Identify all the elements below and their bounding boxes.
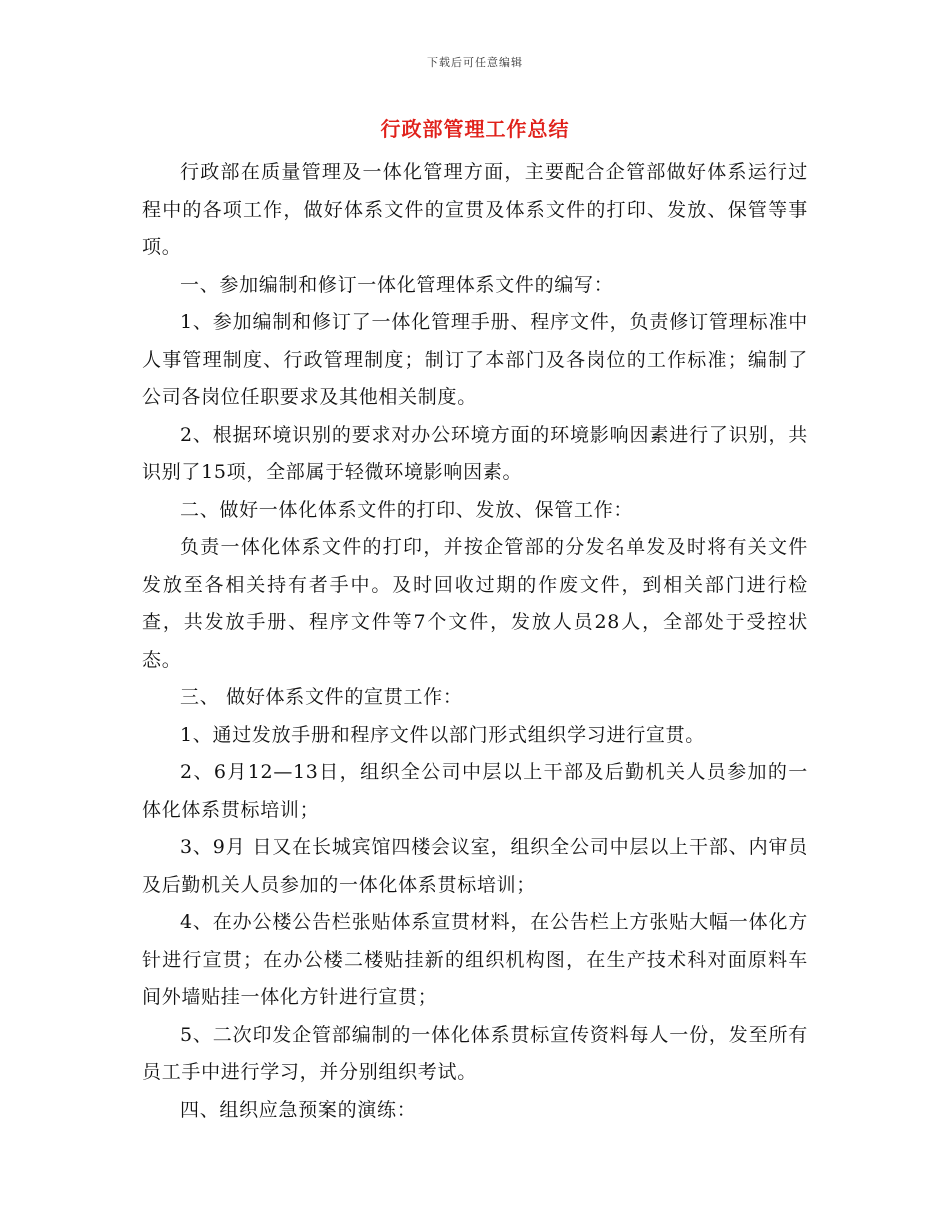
- section-heading-3: 三、 做好体系文件的宣贯工作：: [180, 686, 463, 708]
- paragraph-1-1: 1、参加编制和修订了一体化管理手册、程序文件，负责修订管理标准中人事管理制度、行政管理制度；制订了本部门及各岗位的工作标准；编制了公司各岗位任职要求及其他相关制度。: [142, 311, 808, 408]
- paragraph-2-1: 负责一体化体系文件的打印，并按企管部的分发名单发及时将有关文件发放至各相关持有者手中。及时回收过期的作废文件，到相关部门进行检查，共发放手册、程序文件等7个文件，发放人员28人，全部处于受控状态。: [142, 536, 808, 671]
- paragraph-3-2: 2、6月12—13日，组织全公司中层以上干部及后勤机关人员参加的一体化体系贯标培训；: [142, 761, 808, 821]
- document-title: 行政部管理工作总结: [380, 117, 570, 141]
- paragraph-3-1: 1、通过发放手册和程序文件以部门形式组织学习进行宣贯。: [180, 723, 705, 746]
- section-heading-4: 四、组织应急预案的演练：: [180, 1098, 417, 1121]
- section-heading-2: 二、做好一体化体系文件的打印、发放、保管工作：: [180, 498, 634, 521]
- section-heading-1: 一、参加编制和修订一体化管理体系文件的编写：: [180, 273, 614, 296]
- header-note: 下载后可任意编辑: [427, 56, 523, 69]
- paragraph-1-2: 2、根据环境识别的要求对办公环境方面的环境影响因素进行了识别，共识别了15项，全部属于轻微环境影响因素。: [142, 423, 808, 483]
- paragraph-3-5: 5、二次印发企管部编制的一体化体系贯标宣传资料每人一份，发至所有员工手中进行学习，并分别组织考试。: [142, 1023, 808, 1083]
- paragraph-3-4: 4、在办公楼公告栏张贴体系宣贯材料，在公告栏上方张贴大幅一体化方针进行宣贯；在办公楼二楼贴挂新的组织机构图，在生产技术科对面原料车间外墙贴挂一体化方针进行宣贯；: [142, 911, 808, 1008]
- paragraph-3-3: 3、9月 日又在长城宾馆四楼会议室，组织全公司中层以上干部、内审员及后勤机关人员参加的一体化体系贯标培训；: [142, 836, 808, 896]
- document-body: [142, 154, 808, 1129]
- paragraph-intro: 行政部在质量管理及一体化管理方面，主要配合企管部做好体系运行过程中的各项工作，做好体系文件的宣贯及体系文件的打印、发放、保管等事项。: [142, 161, 808, 258]
